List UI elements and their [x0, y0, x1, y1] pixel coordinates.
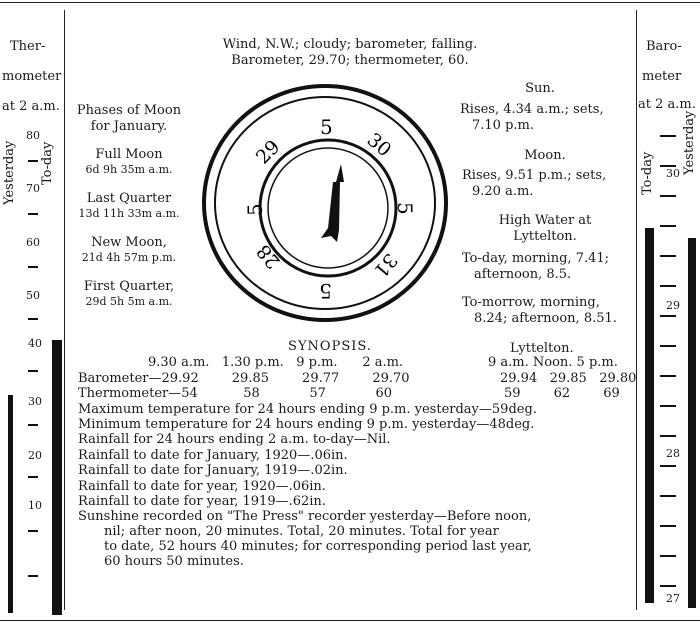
right-scale-tick: [660, 525, 676, 527]
left-scale-tick: [28, 575, 38, 577]
sunshine-line-2: nil; after noon, 20 minutes. Total, 20 minutes. Total for year: [104, 524, 499, 539]
sun-line-2: 7.10 p.m.: [472, 118, 534, 133]
left-scale-label: 20: [28, 449, 42, 462]
right-scale-tick: [660, 315, 676, 317]
left-gauge-side-yesterday: Yesterday: [2, 140, 17, 205]
moon-phase-time: 21d 4h 57m p.m.: [81, 251, 177, 264]
lyttelton-thermometer: 59 62 69: [504, 386, 620, 401]
right-scale-tick: [660, 405, 676, 407]
right-scale-tick: [660, 165, 676, 167]
right-gauge-title-b: meter: [642, 69, 682, 84]
left-scale-tick: [28, 476, 38, 478]
moon-phase-name: Last Quarter: [86, 191, 172, 206]
forecast-line-2: Barometer, 29.70; thermometer, 60.: [231, 53, 469, 68]
high-water-today-2: afternoon, 8.5.: [474, 267, 572, 282]
synopsis-heading: SYNOPSIS.: [288, 339, 372, 354]
rainfall-24h: Rainfall for 24 hours ending 2 a.m. to-day—Nil.: [78, 432, 391, 447]
right-gauge-title-c: at 2 a.m.: [638, 97, 696, 112]
moon-phase-name: New Moon,: [91, 235, 167, 250]
lyttelton-column-headers: 9 a.m. Noon. 5 p.m.: [488, 355, 618, 370]
max-temperature: Maximum temperature for 24 hours ending 9 p.m. yesterday—59deg.: [78, 402, 537, 417]
left-scale-label: 60: [26, 236, 40, 249]
right-scale-tick: [660, 555, 676, 557]
right-scale-tick: [660, 225, 676, 227]
right-scale-label: 29: [666, 299, 680, 312]
moon-phase-time: 6d 9h 35m a.m.: [85, 163, 173, 176]
right-scale-tick: [660, 465, 676, 467]
right-scale-label: 30: [666, 167, 680, 180]
high-water-today-1: To-day, morning, 7.41;: [462, 251, 610, 266]
rainfall-year: Rainfall to date for year, 1920—.06in.: [78, 479, 326, 494]
moon-phases-heading: Phases of Moon: [76, 103, 182, 118]
left-scale-label: 70: [26, 182, 40, 195]
left-scale-tick: [28, 530, 38, 532]
dial-label: 28: [252, 240, 285, 273]
moon-line-2: 9.20 a.m.: [472, 184, 534, 199]
dial-label: 5: [320, 115, 333, 139]
forecast-line-1: Wind, N.W.; cloudy; barometer, falling.: [222, 37, 478, 52]
dial-inner-ring-thin: [268, 148, 388, 268]
sunshine-line-1: Sunshine recorded on "The Press" recorder yesterday—Before noon,: [78, 509, 532, 524]
moon-phases-subheading: for January.: [90, 119, 168, 134]
right-gauge-divider: [636, 10, 637, 610]
right-scale-tick: [660, 255, 676, 257]
left-yesterday-column: [8, 395, 13, 613]
left-gauge-title-a: Ther-: [10, 39, 46, 54]
rainfall-january-1919: Rainfall to date for January, 1919—.02in.: [78, 463, 348, 478]
moon-phase-time: 13d 11h 33m a.m.: [78, 207, 180, 220]
moon-line-1: Rises, 9.51 p.m.; sets,: [462, 168, 607, 183]
high-water-location: Lyttelton.: [513, 229, 577, 244]
sun-heading: Sun.: [525, 81, 555, 96]
high-water-tomorrow-2: 8.24; afternoon, 8.51.: [474, 311, 617, 326]
lyttelton-barometer: 29.94 29.85 29.80: [500, 371, 637, 386]
bottom-border: [0, 620, 700, 621]
left-scale-label: 30: [28, 395, 42, 408]
right-gauge-title-a: Baro-: [646, 39, 682, 54]
moon-phase-name: Full Moon: [95, 147, 163, 162]
left-scale-label: 50: [26, 289, 40, 302]
left-scale-label: 10: [28, 499, 42, 512]
high-water-heading: High Water at: [498, 213, 592, 228]
right-scale-tick: [660, 285, 676, 287]
moon-phase-name: First Quarter,: [83, 279, 175, 294]
left-scale-tick: [28, 318, 38, 320]
tide-dial: [200, 78, 450, 328]
moon-heading: Moon.: [524, 148, 566, 163]
left-scale-tick: [28, 424, 38, 426]
min-temperature: Minimum temperature for 24 hours ending 9 p.m. yesterday—48deg.: [78, 417, 535, 432]
right-scale-tick: [660, 135, 676, 137]
sunshine-line-4: 60 hours 50 minutes.: [104, 554, 244, 569]
left-today-column: [52, 340, 62, 615]
lyttelton-heading: Lyttelton.: [510, 341, 574, 356]
dial-label: 5: [319, 279, 332, 303]
left-scale-tick: [28, 160, 38, 162]
right-scale-tick: [660, 435, 676, 437]
left-gauge-title-c: at 2 a.m.: [2, 99, 60, 114]
left-scale-label: 80: [26, 129, 40, 142]
high-water-tomorrow-1: To-morrow, morning,: [462, 295, 600, 310]
moon-phase-time: 29d 5h 5m a.m.: [85, 295, 173, 308]
right-scale-tick: [660, 345, 676, 347]
left-gauge-side-today: To-day: [40, 141, 55, 185]
dial-label: 29: [251, 135, 285, 169]
rainfall-january: Rainfall to date for January, 1920—.06in.: [78, 448, 348, 463]
left-scale-tick: [28, 213, 38, 215]
thermometer-readings: Thermometer—54 58 57 60: [78, 386, 393, 401]
right-yesterday-column: [688, 238, 696, 608]
dial-label: 5: [393, 202, 417, 215]
top-border: [0, 2, 700, 3]
rainfall-year-1919: Rainfall to date for year, 1919—.62in.: [78, 494, 326, 509]
dial-pointer: [321, 164, 344, 242]
sun-line-1: Rises, 4.34 a.m.; sets,: [460, 102, 604, 117]
right-scale-tick: [660, 375, 676, 377]
right-scale-label: 27: [666, 592, 680, 605]
left-scale-tick: [28, 370, 38, 372]
left-scale-label: 40: [28, 337, 42, 350]
barometer-readings: Barometer—29.92 29.85 29.77 29.70: [78, 371, 410, 386]
left-gauge-divider: [64, 10, 65, 610]
synopsis-column-headers: 9.30 a.m. 1.30 p.m. 9 p.m. 2 a.m.: [148, 355, 404, 370]
right-scale-tick: [660, 495, 676, 497]
dial-label: 30: [362, 128, 396, 162]
left-scale-tick: [28, 266, 38, 268]
right-today-column: [645, 228, 654, 603]
sunshine-line-3: to date, 52 hours 40 minutes; for corresponding period last year,: [104, 539, 532, 554]
right-scale-tick: [660, 585, 676, 587]
dial-label: 31: [369, 248, 402, 282]
right-gauge-side-today: To-day: [640, 151, 655, 195]
dial-label: 5: [243, 203, 267, 216]
right-scale-tick: [660, 195, 676, 197]
right-scale-label: 28: [666, 447, 680, 460]
left-gauge-title-b: mometer: [2, 69, 62, 84]
right-gauge-side-yesterday: Yesterday: [682, 110, 697, 175]
